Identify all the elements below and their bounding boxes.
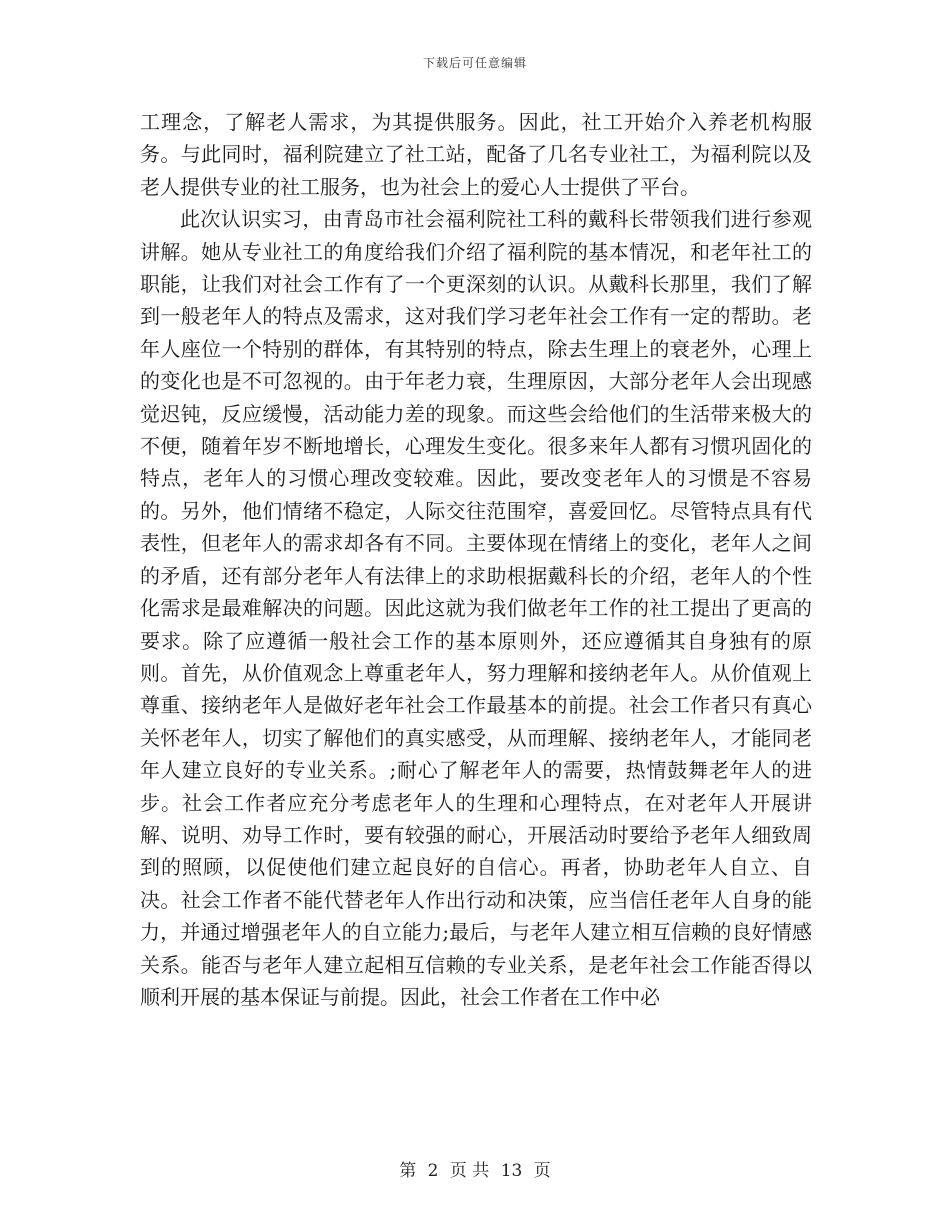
footer-suffix: 页 [533,1161,551,1181]
footer-middle: 页 共 [449,1161,490,1181]
paragraph-2: 此次认识实习，由青岛市社会福利院社工科的戴科长带领我们进行参观讲解。她从专业社工的角度给我们介绍了福利院的基本情况，和老年社工的职能，让我们对社会工作有了一个更深刻的认识。从戴科长那里，我们了解到一般老年人的特点及需求，这对我们学习老年社会工作有一定的帮助。老年人座位一个特别的群体，有其特别的特点，除去生理上的衰老外，心理上的变化也是不可忽视的。由于年老力衰，生理原因，大部分老年人会出现感觉迟钝，反应缓慢，活动能力差的现象。而这些会给他们的生活带来极大的不便，随着年岁不断地增长，心理发生变化。很多来年人都有习惯巩固化的特点，老年人的习惯心理改变较难。因此，要改变老年人的习惯是不容易的。另外，他们情绪不稳定，人际交往范围窄，喜爱回忆。尽管特点具有代表性，但老年人的需求却各有不同。主要体现在情绪上的变化，老年人之间的矛盾，还有部分老年人有法律上的求助根据戴科长的介绍，老年人的个性化需求是最难解决的问题。因此这就为我们做老年工作的社工提出了更高的要求。除了应遵循一般社会工作的基本原则外，还应遵循其自身独有的原则。首先，从价值观念上尊重老年人，努力理解和接纳老年人。从价值观上尊重、接纳老年人是做好老年社会工作最基本的前提。社会工作者只有真心关怀老年人，切实了解他们的真实感受，从而理解、接纳老年人，才能同老年人建立良好的专业关系。;耐心了解老年人的需要，热情鼓舞老年人的进步。社会工作者应充分考虑老年人的生理和心理特点，在对老年人开展讲解、说明、劝导工作时，要有较强的耐心，开展活动时要给予老年人细致周到的照顾，以促使他们建立起良好的自信心。再者，协助老年人自立、自决。社会工作者不能代替老年人作出行动和决策，应当信任老年人自身的能力，并通过增强老年人的自立能力;最后，与老年人建立相互信赖的良好情感关系。能否与老年人建立起相互信赖的专业关系，是老年社会工作能否得以顺利开展的基本保证与前提。因此，社会工作者在工作中必 [140,207,812,1009]
footer-prefix: 第 [399,1161,417,1181]
document-body [140,106,812,1013]
header-text: 下载后可任意编辑 [422,56,527,70]
page-footer [0,1156,950,1181]
paragraph-1: 工理念，了解老人需求，为其提供服务。因此，社工开始介入养老机构服务。与此同时，福利院建立了社工站，配备了几名专业社工，为福利院以及老人提供专业的社工服务，也为社会上的爱心人士提供了平台。 [140,110,812,199]
total-page-count: 13 [500,1161,523,1181]
page-header [0,54,950,71]
current-page-number: 2 [427,1161,439,1181]
